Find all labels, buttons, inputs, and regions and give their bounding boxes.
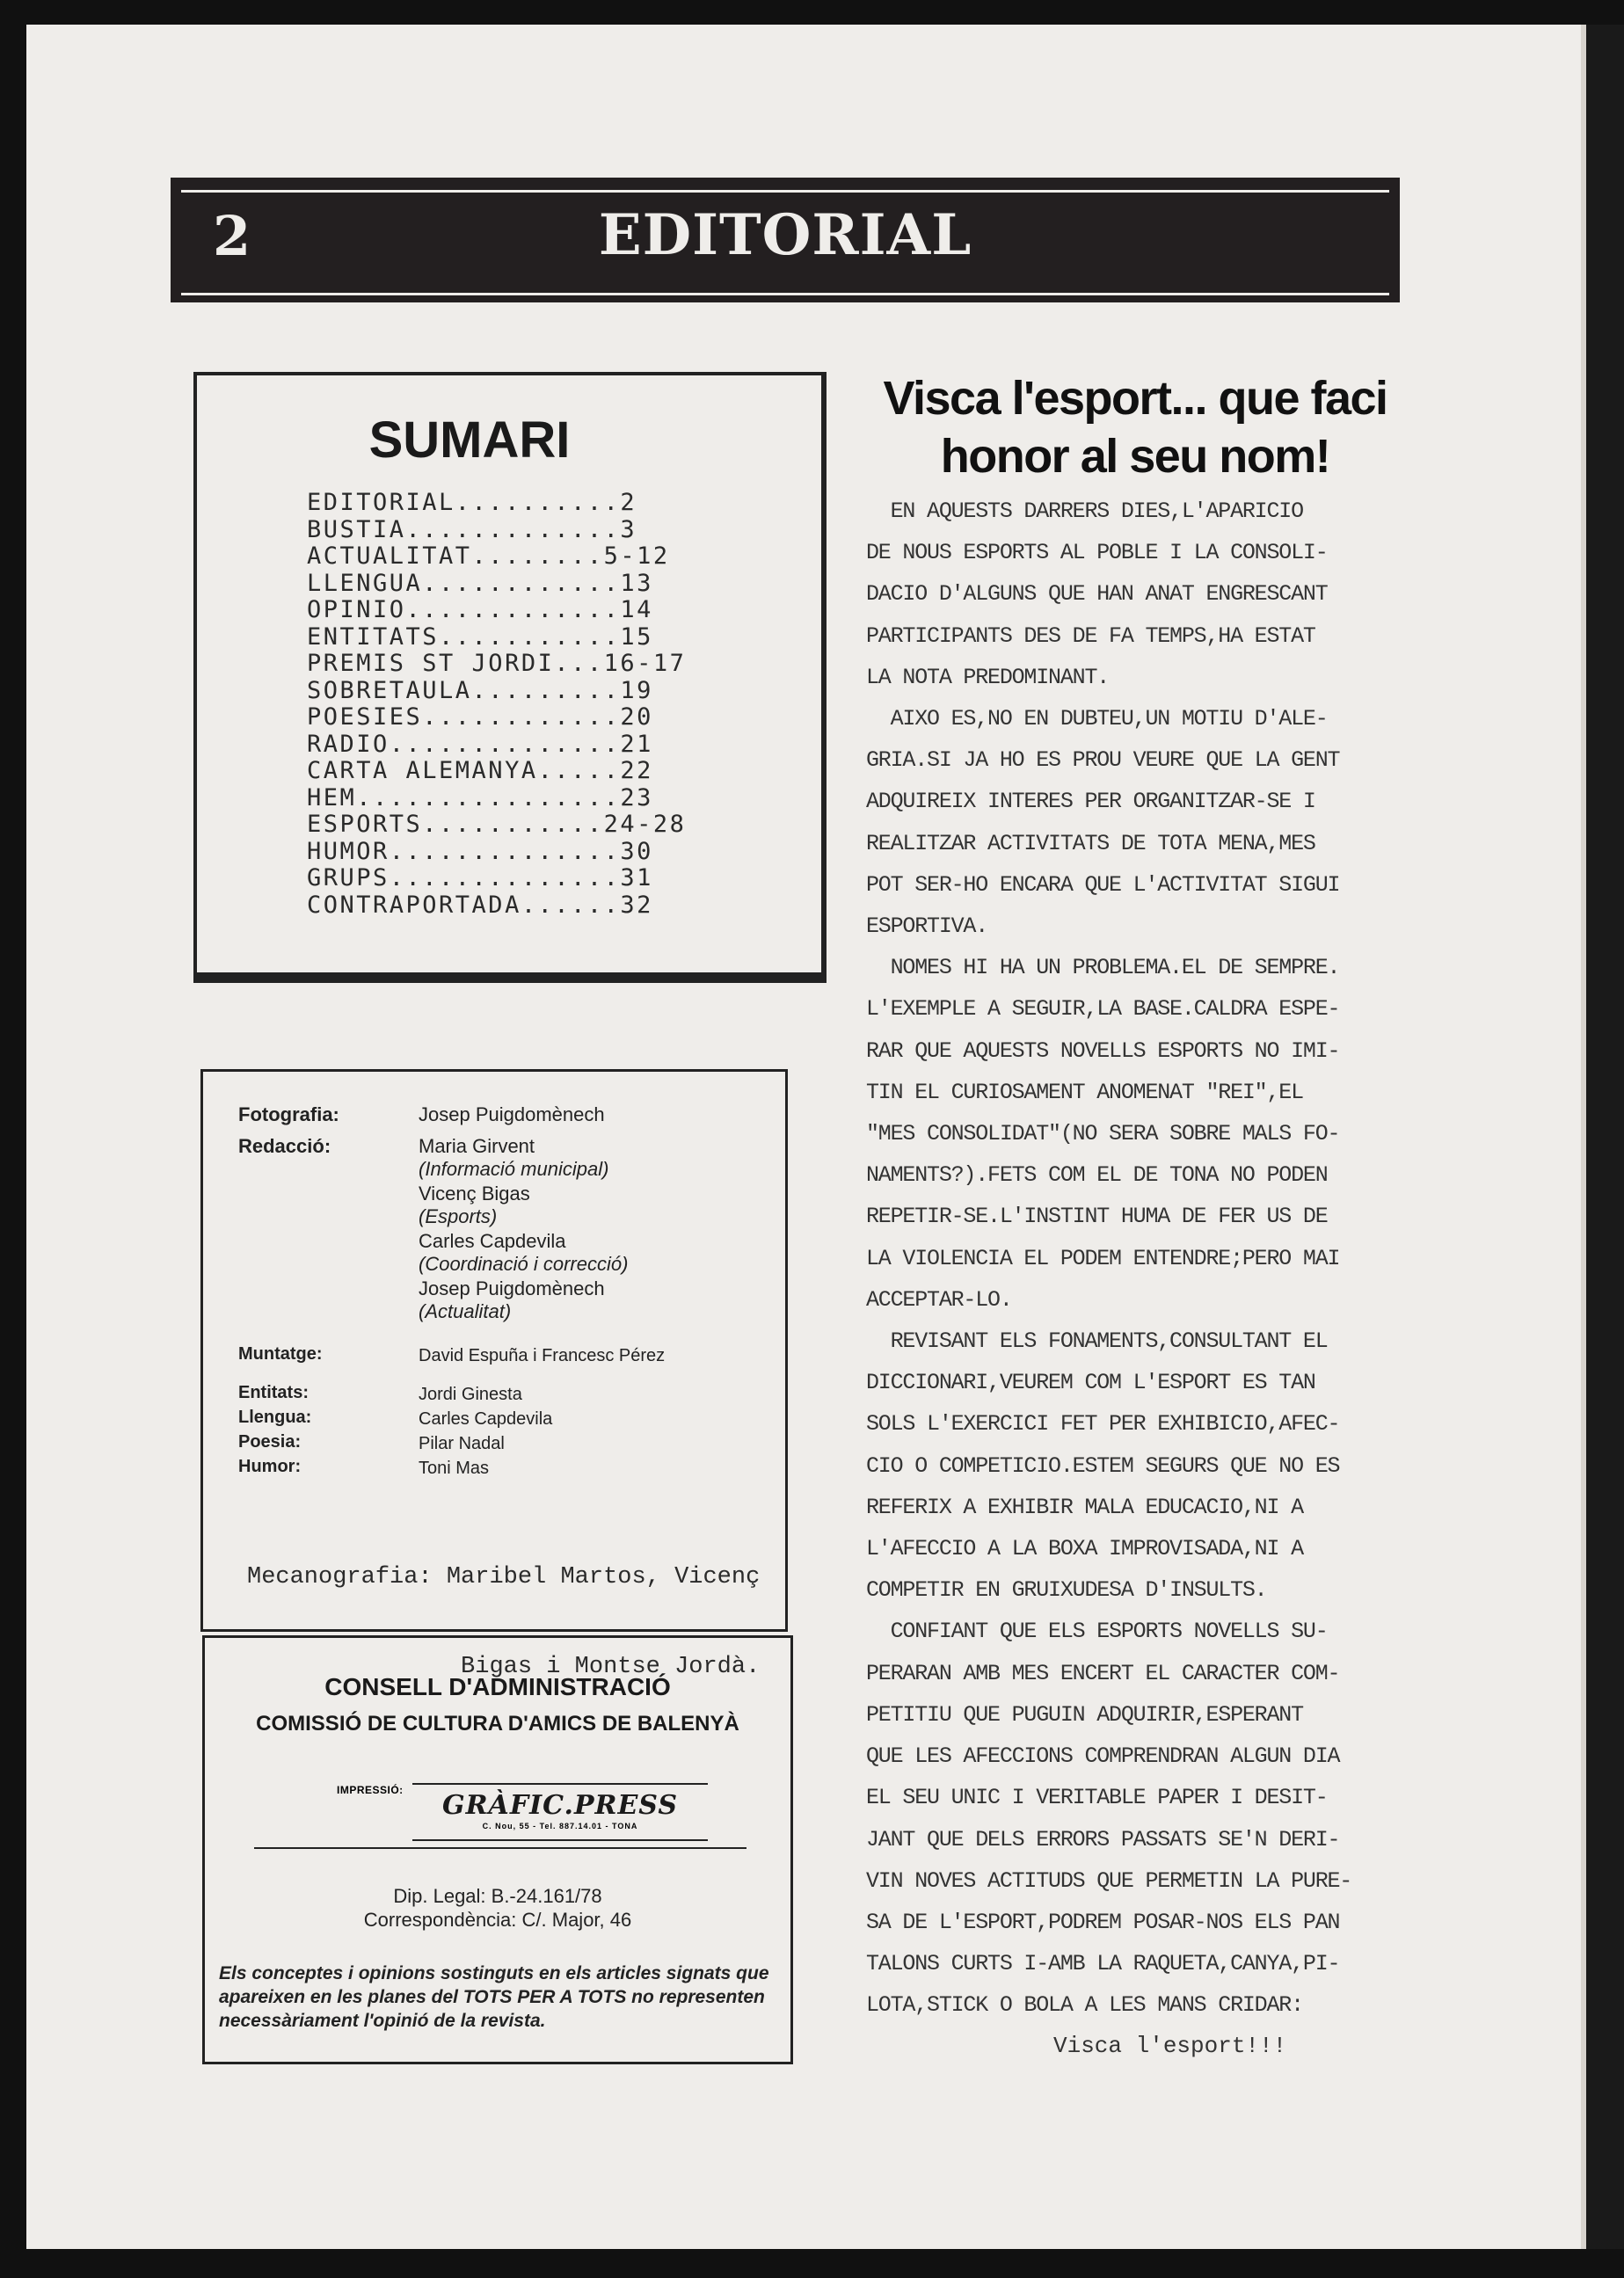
toc-entry: CARTA ALEMANYA.....22 [307,757,653,784]
section-header-bar [171,178,1400,302]
toc-entry: PREMIS ST JORDI...16-17 [307,650,687,677]
toc-entry: BUSTIA.............3 [307,515,637,543]
article-line: DACIO D'ALGUNS QUE HAN ANAT ENGRESCANT [866,581,1328,608]
page-number: 2 [213,204,251,268]
magazine-page [26,25,1586,2249]
typing-credit-line: Mecanografia: Maribel Martos, Vicenç [247,1564,761,1590]
toc-entry: OPINIO.............14 [307,596,653,623]
legal-info [205,1884,790,1932]
staff-name: Vicenç Bigas [419,1183,530,1205]
article-line: VIN NOVES ACTITUDS QUE PERMETIN LA PURE- [866,1867,1352,1894]
article-closing: Visca l'esport!!! [1053,2033,1287,2059]
toc-entry: CONTRAPORTADA......32 [307,891,653,919]
article-line: TIN EL CURIOSAMENT ANOMENAT "REI",EL [866,1079,1303,1105]
article-line: QUE LES AFECCIONS COMPRENDRAN ALGUN DIA [866,1743,1340,1770]
section-title: EDITORIAL [598,202,972,268]
toc-entry: HUMOR..............30 [307,837,653,865]
header-top-rule [181,190,1389,193]
article-line: AIXO ES,NO EN DUBTEU,UN MOTIU D'ALE- [866,706,1328,732]
credit-value [419,1135,628,1323]
article-line: SOLS L'EXERCICI FET PER EXHIBICIO,AFEC- [866,1411,1340,1437]
article-line: REALITZAR ACTIVITATS DE TOTA MENA,MES [866,830,1315,856]
credit-label: Fotografia: [238,1103,339,1125]
toc-title: SUMARI [368,411,571,469]
article-line: POT SER-HO ENCARA QUE L'ACTIVITAT SIGUI [866,871,1340,898]
toc-entry: ACTUALITAT........5-12 [307,542,670,570]
credit-label: Muntatge: [238,1344,323,1364]
toc-entry: HEM................23 [307,783,653,811]
article-line: ACCEPTAR-LO. [866,1286,1012,1313]
article-line: L'AFECCIO A LA BOXA IMPROVISADA,NI A [866,1536,1303,1562]
credit-label: Poesia: [238,1432,302,1452]
article-line: SA DE L'ESPORT,PODREM POSAR-NOS ELS PAN [866,1909,1340,1935]
staff-role: (Informació municipal) [419,1158,609,1180]
credit-label: Llengua: [238,1408,312,1427]
toc-entry: GRUPS..............31 [307,864,653,892]
staff-name: Josep Puigdomènech [419,1277,605,1299]
toc-entry: RADIO..............21 [307,730,653,758]
credits-box [200,1069,788,1680]
article-line: NOMES HI HA UN PROBLEMA.EL DE SEMPRE. [866,955,1340,981]
credit-value: Josep Puigdomènech [419,1103,605,1125]
article-line: DE NOUS ESPORTS AL POBLE I LA CONSOLI- [866,540,1328,566]
staff-role: (Esports) [419,1205,498,1227]
toc-entry: ESPORTS...........24-28 [307,811,687,838]
article-line: LOTA,STICK O BOLA A LES MANS CRIDAR: [866,1992,1303,2019]
credit-label: Entitats: [238,1383,309,1402]
admin-subtitle: COMISSIÓ DE CULTURA D'AMICS DE BALENYÀ [256,1712,739,1736]
credit-value: David Espuña i Francesc Pérez [419,1346,666,1365]
article-line: EN AQUESTS DARRERS DIES,L'APARICIO [866,499,1303,524]
header-bottom-rule [181,293,1389,295]
toc-entry: LLENGUA............13 [307,569,653,597]
article-body [866,491,1433,2027]
article-line: LA NOTA PREDOMINANT. [866,664,1110,690]
page-edge [1586,25,1624,2278]
article-line: JANT QUE DELS ERRORS PASSATS SE'N DERI- [866,1826,1340,1852]
article-line: "MES CONSOLIDAT"(NO SERA SOBRE MALS FO- [866,1121,1340,1147]
article-line: TALONS CURTS I-AMB LA RAQUETA,CANYA,PI- [866,1951,1340,1977]
credit-value: Carles Capdevila [419,1409,553,1429]
article-line: RAR QUE AQUESTS NOVELLS ESPORTS NO IMI- [866,1037,1340,1064]
staff-name: Maria Girvent [419,1135,535,1157]
article-line: PERARAN AMB MES ENCERT EL CARACTER COM- [866,1660,1340,1686]
toc-entry: EDITORIAL..........2 [307,489,637,516]
credit-label: Redacció: [238,1135,331,1157]
credit-value: Jordi Ginesta [419,1385,522,1404]
printer-address: C. Nou, 55 - Tel. 887.14.01 - TONA [482,1822,638,1830]
credit-value: Toni Mas [419,1459,490,1478]
toc-entry: SOBRETAULA.........19 [307,676,653,704]
article-line: GRIA.SI JA HO ES PROU VEURE QUE LA GENT [866,747,1340,774]
article-title-line: honor al seu nom! [940,430,1330,483]
article-line: LA VIOLENCIA EL PODEM ENTENDRE;PERO MAI [866,1245,1340,1271]
toc-entry: POESIES............20 [307,703,653,731]
printer-logo [412,1783,708,1841]
article-line: PETITIU QUE PUGUIN ADQUIRIR,ESPERANT [866,1701,1303,1728]
article-line: REPETIR-SE.L'INSTINT HUMA DE FER US DE [866,1204,1328,1230]
article-line: CIO O COMPETICIO.ESTEM SEGURS QUE NO ES [866,1452,1340,1479]
toc-entry: ENTITATS...........15 [307,622,653,651]
correspondence-address: Correspondència: C/. Major, 46 [363,1909,632,1931]
article-line: ADQUIREIX INTERES PER ORGANITZAR-SE I [866,789,1315,815]
article-line: PARTICIPANTS DES DE FA TEMPS,HA ESTAT [866,622,1315,649]
legal-deposit: Dip. Legal: B.-24.161/78 [393,1885,602,1907]
article-line: REFERIX A EXHIBIR MALA EDUCACIO,NI A [866,1494,1303,1520]
scan-background [0,2249,1624,2278]
administration-box [202,1635,793,2064]
article-line: EL SEU UNIC I VERITABLE PAPER I DESIT- [866,1785,1328,1811]
article-line: L'EXEMPLE A SEGUIR,LA BASE.CALDRA ESPE- [866,996,1340,1023]
printer-name: GRÀFIC.PRESS [442,1790,678,1821]
article-line: ESPORTIVA. [866,913,988,940]
article-title [832,369,1438,485]
article-line: CONFIANT QUE ELS ESPORTS NOVELLS SU- [866,1619,1328,1645]
article-title-line: Visca l'esport... que faci [883,372,1387,425]
table-of-contents [193,372,827,983]
staff-role: (Coordinació i correcció) [419,1253,629,1275]
staff-role: (Actualitat) [419,1300,512,1322]
staff-name: Carles Capdevila [419,1230,566,1252]
typing-credit-line: Bigas i Montse Jordà. [247,1654,761,1680]
article-line: NAMENTS?).FETS COM EL DE TONA NO PODEN [866,1162,1328,1189]
article-line: DICCIONARI,VEUREM COM L'ESPORT ES TAN [866,1370,1315,1396]
article-line: COMPETIR EN GRUIXUDESA D'INSULTS. [866,1577,1267,1604]
article-line: REVISANT ELS FONAMENTS,CONSULTANT EL [866,1328,1328,1355]
printer-label: IMPRESSIÓ: [337,1784,404,1796]
credit-value: Pilar Nadal [419,1434,505,1453]
toc-list [307,490,686,919]
divider [254,1847,746,1849]
admin-title: CONSELL D'ADMINISTRACIÓ [324,1673,671,1700]
credit-label: Humor: [238,1457,302,1476]
disclaimer: Els conceptes i opinions sostinguts en els articles signats que apareixen en les planes del TOTS PER A TOTS no representen necessàriament l'opinió de la revista. [219,1963,769,2031]
